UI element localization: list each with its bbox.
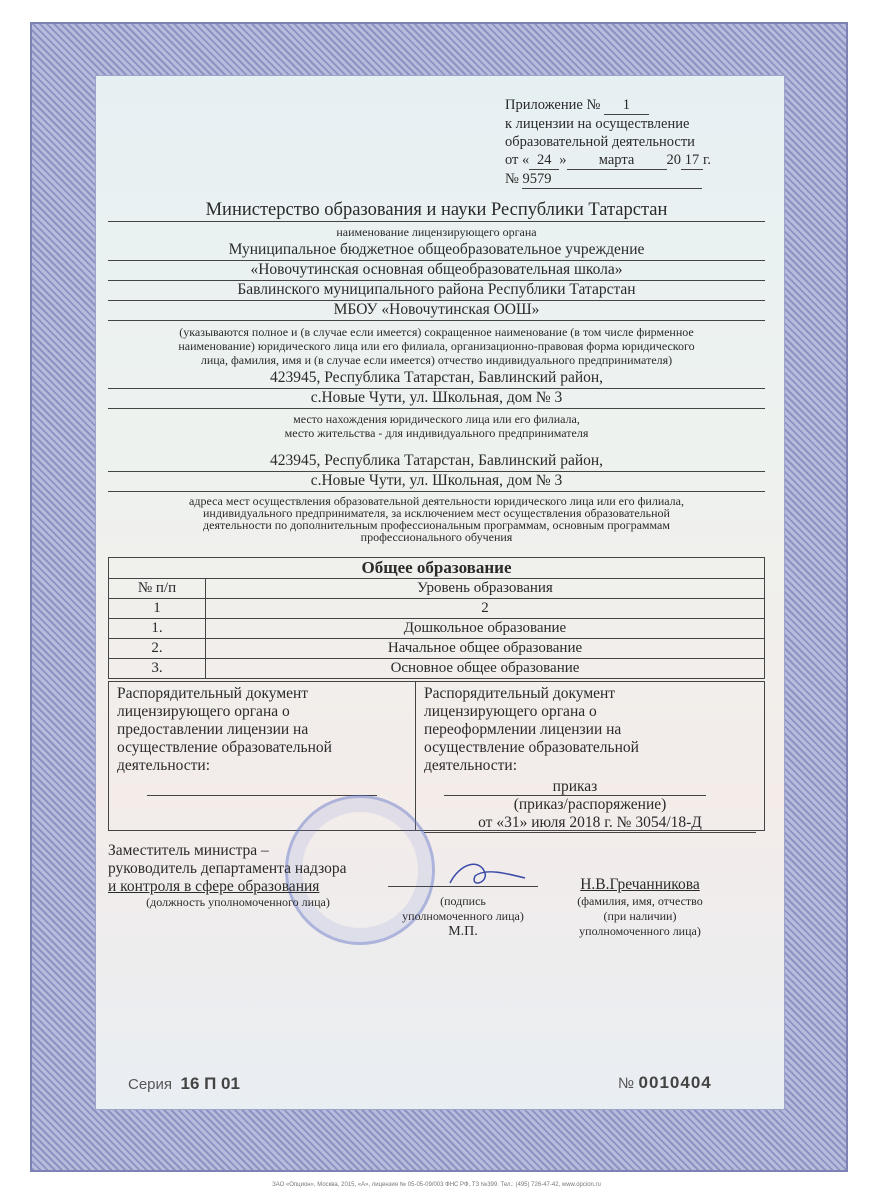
signature-caption bbox=[378, 894, 548, 939]
position-line: и контроля в сфере образования bbox=[108, 878, 320, 895]
appendix-number: 1 bbox=[604, 96, 649, 115]
blank-serial-number: 0010404 bbox=[638, 1073, 712, 1092]
appendix-block bbox=[505, 96, 711, 189]
cell: Дошкольное образование bbox=[206, 619, 765, 639]
box-line: переоформлении лицензии на bbox=[424, 721, 622, 738]
caption-line: уполномоченного лица) bbox=[579, 924, 701, 938]
from-label: от « bbox=[505, 152, 530, 168]
quote: » bbox=[559, 152, 567, 168]
name-caption bbox=[545, 894, 735, 939]
box-line: деятельности: bbox=[117, 757, 211, 774]
signature-mark bbox=[430, 858, 540, 898]
appendix-line: к лицензии на осуществление bbox=[505, 116, 690, 132]
cell: Начальное общее образование bbox=[206, 639, 765, 659]
box-line: Распорядительный документ bbox=[117, 685, 309, 702]
box-line: лицензирующего органа о bbox=[424, 703, 597, 720]
year: 17 bbox=[681, 151, 703, 170]
stamp-place-label: М.П. bbox=[448, 924, 478, 939]
reissue-order-box bbox=[415, 681, 765, 831]
position-line: руководитель департамента надзора bbox=[108, 860, 347, 877]
printer-imprint: ЗАО «Опцион», Москва, 2015, «А», лицензия № 05-05-09/003 ФНС РФ, ТЗ №399. Тел.: (495) 726-47-42, www.opcion.ru bbox=[272, 1182, 601, 1188]
table-row bbox=[109, 659, 765, 679]
activity-caption: деятельности по дополнительным профессиональным программам, основным программам bbox=[203, 518, 670, 532]
table-row bbox=[109, 619, 765, 639]
entity-line: «Новочутинская основная общеобразовательная школа» bbox=[108, 261, 765, 281]
box-line: предоставлении лицензии на bbox=[117, 721, 309, 738]
year-prefix: 20 bbox=[666, 152, 682, 168]
cell: 2 bbox=[206, 599, 765, 619]
box-line: осуществление образовательной bbox=[424, 739, 639, 756]
entity-line: Бавлинского муниципального района Республики Татарстан bbox=[108, 281, 765, 301]
cell: 3. bbox=[109, 659, 206, 679]
authority-name: Министерство образования и науки Республики Татарстан bbox=[108, 200, 765, 222]
cell: 1 bbox=[109, 599, 206, 619]
authority-caption: наименование лицензирующего органа bbox=[336, 225, 537, 239]
activity-address-line: с.Новые Чути, ул. Школьная, дом № 3 bbox=[108, 472, 765, 492]
activity-address-line: 423945, Республика Татарстан, Бавлинский район, bbox=[108, 452, 765, 472]
entity-block bbox=[108, 241, 765, 543]
appendix-line: образовательной деятельности bbox=[505, 134, 695, 150]
doc-caption: (приказ/распоряжение) bbox=[513, 796, 667, 813]
year-suffix: г. bbox=[703, 152, 711, 168]
education-table bbox=[108, 557, 765, 679]
location-caption: место нахождения юридического лица или его филиала, bbox=[293, 412, 580, 426]
caption-line: уполномоченного лица) bbox=[402, 909, 524, 923]
number-label: № bbox=[618, 1075, 635, 1092]
entity-line: МБОУ «Новочутинская ООШ» bbox=[108, 301, 765, 321]
signature-line bbox=[388, 886, 538, 887]
position-caption: (должность уполномоченного лица) bbox=[146, 895, 330, 909]
table-row bbox=[109, 599, 765, 619]
series-value: 16 П 01 bbox=[180, 1074, 240, 1093]
activity-caption: профессионального обучения bbox=[360, 530, 513, 544]
entity-caption: (указываются полное и (в случае если имеется) сокращенное наименование (в том числе фирменное bbox=[179, 325, 694, 339]
day: 24 bbox=[529, 151, 559, 170]
signer-name: Н.В.Гречанникова bbox=[580, 876, 700, 893]
column-header: Уровень образования bbox=[206, 579, 765, 599]
number-label: № bbox=[505, 171, 519, 187]
blank-number bbox=[618, 1073, 712, 1093]
entity-caption: лица, фамилия, имя и (в случае если имеется) отчество индивидуального предпринимателя) bbox=[200, 353, 673, 367]
activity-caption: адреса мест осуществления образовательной деятельности юридического лица или его филиала, bbox=[189, 494, 684, 508]
entity-line: Муниципальное бюджетное общеобразовательное учреждение bbox=[108, 241, 765, 261]
cell: 1. bbox=[109, 619, 206, 639]
table-title: Общее образование bbox=[109, 558, 765, 579]
location-line: с.Новые Чути, ул. Школьная, дом № 3 bbox=[108, 389, 765, 409]
series bbox=[128, 1074, 240, 1094]
series-label: Серия bbox=[128, 1076, 173, 1093]
caption-line: (фамилия, имя, отчество bbox=[577, 894, 703, 908]
location-caption: место жительства - для индивидуального предпринимателя bbox=[284, 426, 589, 440]
table-row bbox=[109, 639, 765, 659]
position-line: Заместитель министра – bbox=[108, 842, 269, 859]
caption-line: (при наличии) bbox=[603, 909, 677, 923]
activity-caption: индивидуального предпринимателя, за исключением мест осуществления образовательной bbox=[203, 506, 670, 520]
box-line: осуществление образовательной bbox=[117, 739, 332, 756]
license-number: 9579 bbox=[522, 170, 702, 189]
doc-type: приказ bbox=[444, 778, 706, 796]
appendix-label: Приложение № bbox=[505, 97, 601, 113]
doc-reference: от «31» июля 2018 г. № 3054/18-Д bbox=[424, 814, 756, 833]
signer-position bbox=[108, 842, 347, 896]
cell: Основное общее образование bbox=[206, 659, 765, 679]
box-line: лицензирующего органа о bbox=[117, 703, 290, 720]
column-header: № п/п bbox=[109, 579, 206, 599]
box-line: деятельности: bbox=[424, 757, 518, 774]
entity-caption: наименование) юридического лица или его филиала, организационно-правовая форма юридического bbox=[178, 339, 695, 353]
box-line: Распорядительный документ bbox=[424, 685, 616, 702]
cell: 2. bbox=[109, 639, 206, 659]
caption-line: (подпись bbox=[440, 894, 486, 908]
location-line: 423945, Республика Татарстан, Бавлинский район, bbox=[108, 369, 765, 389]
month: марта bbox=[567, 151, 667, 170]
